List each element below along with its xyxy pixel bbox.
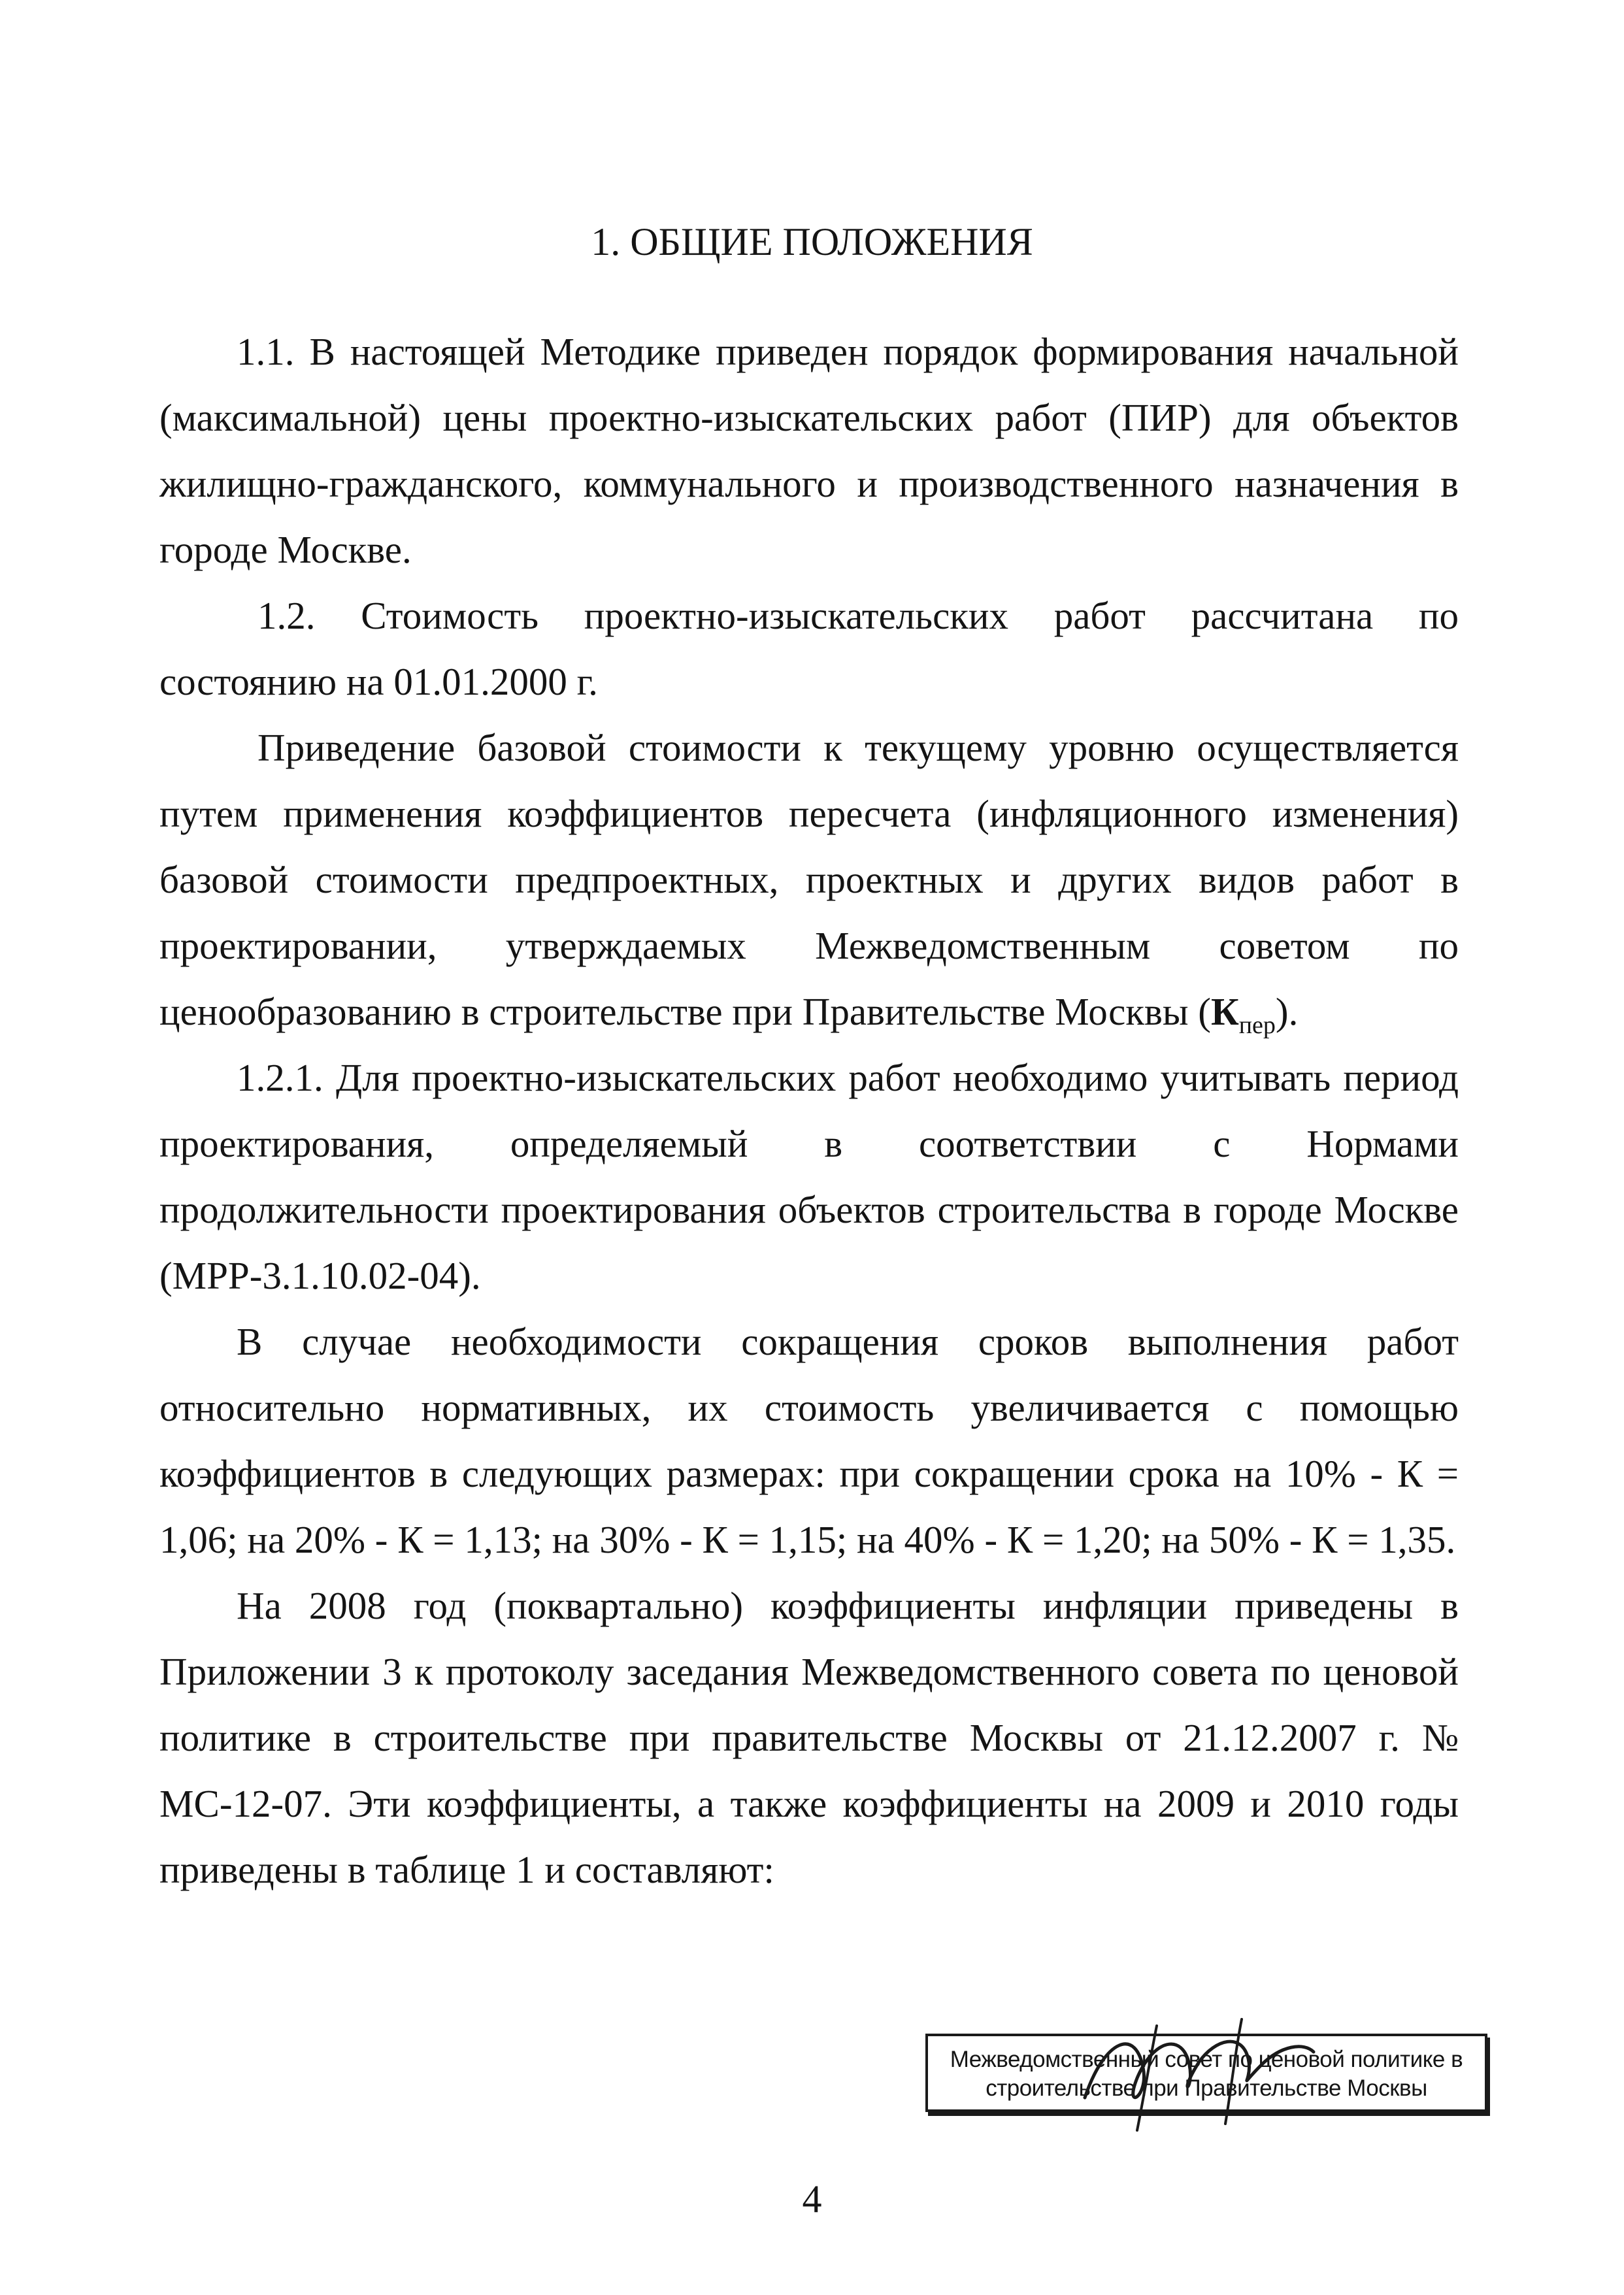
stamp-line-1: Межведомственный совет по ценовой политике в — [950, 2047, 1463, 2072]
paragraph-1-2-1: 1.2.1. Для проектно-изыскательских работ необходимо учитывать период проектирования, определяемый в соответствии с Нормами продолжительности проектирования объектов строительства в городе Москве (МРР-3.1.10.02-04). — [159, 1056, 1459, 1297]
paragraph-reduction-terms: В случае необходимости сокращения сроков выполнения работ относительно нормативных, их стоимость увеличивается с помощью коэффициентов в следующих размерах: при сокращении срока на 10% - К = 1,06; на 20% - К = 1,13; на 30% - К = 1,15; на 40% - К = 1,20; на 50% - К = 1,35. — [159, 1320, 1459, 1561]
k-symbol: К — [1210, 990, 1239, 1033]
paragraph-1-2: 1.2. Стоимость проектно-изыскательских работ рассчитана по состоянию на 01.01.2000 г. — [159, 594, 1459, 703]
page-number: 4 — [802, 2177, 822, 2221]
signature-icon — [1046, 2000, 1385, 2143]
paragraph-reduction — [159, 715, 1459, 1045]
section-heading: 1. ОБЩИЕ ПОЛОЖЕНИЯ — [591, 220, 1033, 263]
paragraph-reduction-text: Приведение базовой стоимости к текущему уровню осуществляется путем применения коэффициентов пересчета (инфляционного изменения) базовой стоимости предпроектных, проектных и других видов работ в проектировании, утверждаемых Межведомственным советом по ценообразованию в строительстве при Правительстве Москвы ( — [159, 726, 1459, 1033]
stamp-line-2: строительстве при Правительстве Москвы — [986, 2075, 1427, 2101]
k-subscript: пер — [1238, 1011, 1276, 1039]
document-body — [159, 319, 1459, 1903]
paragraph-1-1: 1.1. В настоящей Методике приведен порядок формирования начальной (максимальной) цены проектно-изыскательских работ (ПИР) для объектов жилищно-гражданского, коммунального и производственного назначения в городе Москве. — [159, 330, 1459, 571]
paragraph-reduction-end: ). — [1275, 990, 1299, 1033]
paragraph-2008: На 2008 год (поквартально) коэффициенты инфляции приведены в Приложении 3 к протоколу заседания Межведомственного совета по ценовой политике в строительстве при правительстве Москвы от 21.12.2007 г. № МС-12-07. Эти коэффициенты, а также коэффициенты на 2009 и 2010 годы приведены в таблице 1 и составляют: — [159, 1584, 1459, 1891]
